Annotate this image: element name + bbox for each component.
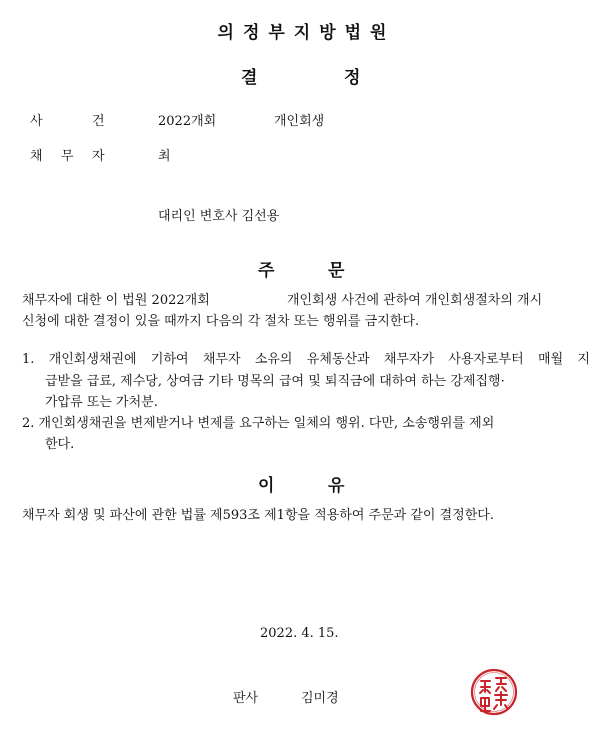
- debtor-name: 최: [158, 149, 171, 164]
- order-item-1-line-2: 급받을 급료, 제수당, 상여금 기타 명목의 급여 및 퇴직금에 대하여 하는 강제집행·: [45, 374, 505, 389]
- debtor-label-a: 채: [30, 149, 43, 164]
- judge-seal-icon: [469, 667, 519, 717]
- reason-heading-left: 이: [258, 476, 275, 496]
- doc-title-right: 정: [344, 68, 361, 88]
- judge-label: 판사: [233, 691, 259, 706]
- court-name: 의정부지방법원: [217, 23, 396, 43]
- order-item-2-line-1: 2. 개인회생채권을 변제받거나 변제를 요구하는 일체의 행위. 다만, 소송행위를 제외: [22, 416, 495, 431]
- case-type: 개인회생: [274, 114, 325, 129]
- order-intro-2: 신청에 대한 결정이 있을 때까지 다음의 각 절차 또는 행위를 금지한다.: [22, 314, 420, 329]
- order-intro-1b: 개인회생 사건에 관하여 개인회생절차의 개시: [287, 293, 543, 308]
- order-item-2-line-2: 한다.: [45, 437, 75, 452]
- reason-heading-right: 유: [328, 476, 345, 496]
- order-item-1-line-1: 1. 개인회생채권에 기하여 채무자 소유의 유체동산과 채무자가 사용자로부터 매월 지: [22, 352, 590, 367]
- case-label-b: 건: [92, 114, 105, 129]
- debtor-label-b: 무: [61, 149, 74, 164]
- order-intro-1a: 채무자에 대한 이 법원 2022개회: [22, 293, 210, 308]
- decision-date: 2022. 4. 15.: [260, 626, 339, 641]
- case-label-a: 사: [30, 114, 43, 129]
- case-number: 2022개회: [158, 114, 217, 129]
- debtor-label-c: 자: [92, 149, 105, 164]
- doc-title-left: 결: [241, 68, 258, 88]
- order-heading-left: 주: [258, 261, 275, 281]
- order-heading-right: 문: [328, 261, 345, 281]
- judge-name: 김미경: [301, 691, 339, 706]
- order-item-1-line-3: 가압류 또는 가처분.: [45, 395, 158, 410]
- agent: 대리인 변호사 김선용: [158, 209, 280, 224]
- reason-text: 채무자 회생 및 파산에 관한 법률 제593조 제1항을 적용하여 주문과 같이 결정한다.: [22, 508, 494, 523]
